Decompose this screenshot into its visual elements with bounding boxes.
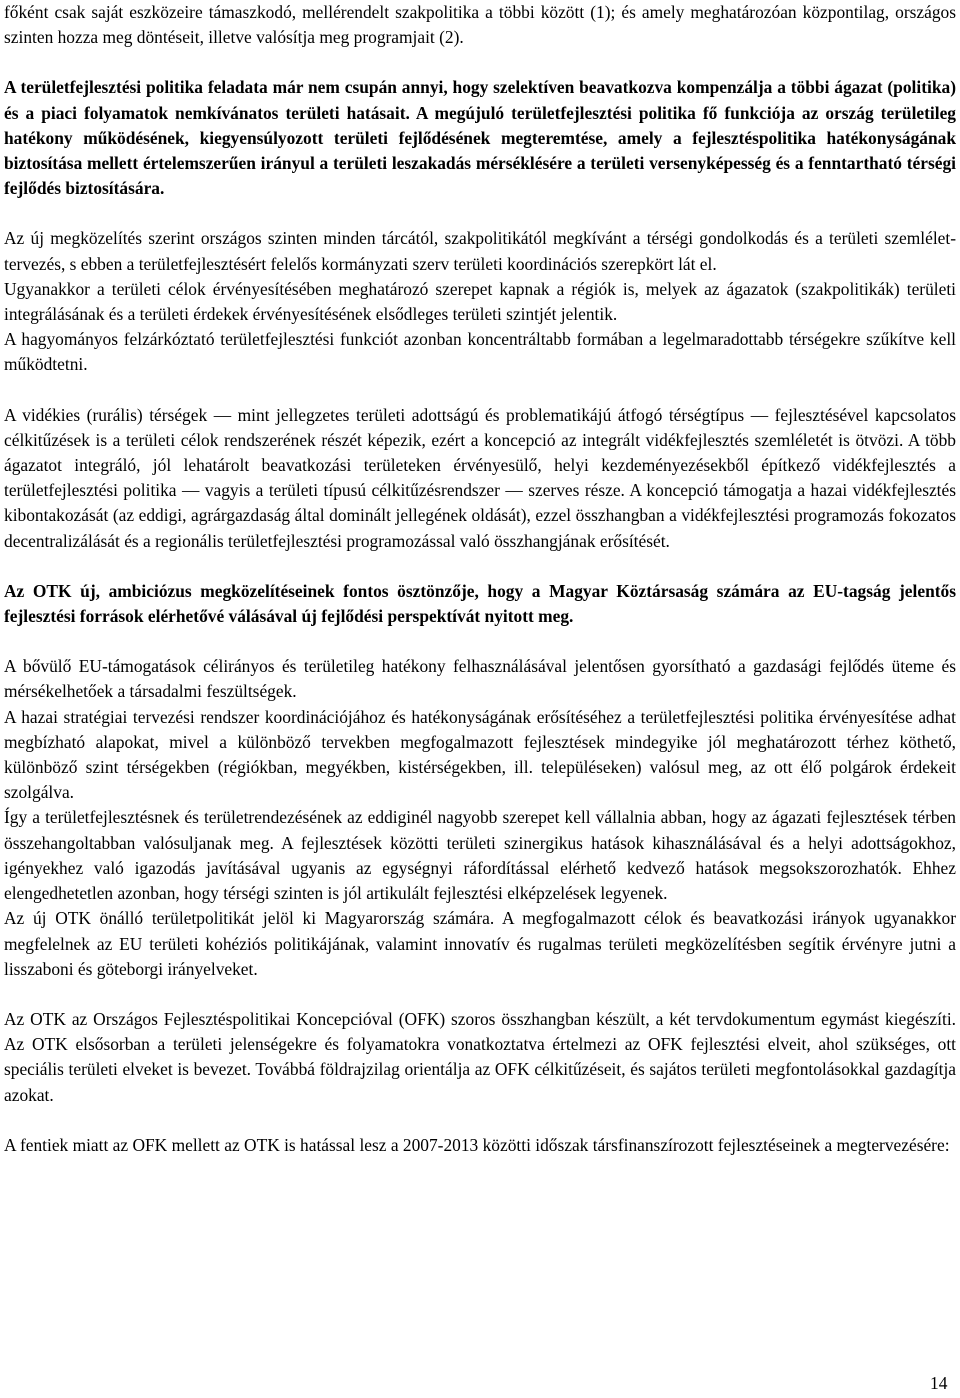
- paragraph-gap: [4, 1108, 956, 1133]
- paragraph-spatial-coordination: Így a területfejlesztésnek és területrendezésének az eddiginél nagyobb szerepet kell vállalnia abban, hogy az ágazati fejlesztések térben összehangoltabban valósuljanak meg. A fejlesztések közötti területi szinergikus hatások kihasználásával és a helyi adottságokhoz, igényekhez való igazodás javításával ugyanis az egységnyi ráfordítással elérhető kedvező hatások megsokszorozhatók. Ehhez elengedhetetlen azonban, hogy térségi szinten is jól artikulált fejlesztési elképzelések legyenek.: [4, 807, 956, 904]
- paragraph-gap: [4, 982, 956, 1007]
- paragraph-bold-policy-task: A területfejlesztési politika feladata már nem csupán annyi, hogy szelektíven beavatkozva kompenzálja a többi ágazat (politika) és a piaci folyamatok nemkívánatos területi hatásait. A megújuló területfejlesztési politika fő funkciója az ország területileg hatékony működésének, kiegyensúlyozott területi fejlődésének megteremtése, amely a fejlesztéspolitika hatékonyságának biztosítása mellett értelemszerűen irányul a területi leszakadás mérséklésére a területi versenyképesség és a fenntartható térségi fejlődés biztosítására.: [4, 77, 956, 199]
- paragraph-eu-support: A bővülő EU-támogatások célirányos és területileg hatékony felhasználásával jelentősen gyorsítható a gazdasági fejlődés üteme és mérsékelhetőek a társadalmi feszültségek.: [4, 656, 956, 702]
- paragraph-gap: [4, 50, 956, 75]
- paragraph-rural-areas: A vidékies (rurális) térségek — mint jellegzetes területi adottságú és problematikájú átfogó térségtípus — fejlesztésével kapcsolatos célkitűzések is a területi célok rendszerének részét képezik, ezért a koncepció az integrált vidékfejlesztés szemléletét is ötvözi. A több ágazatot integráló, jól lehatárolt beavatkozási területeken érvényesülő, helyi kezdeményezésekből építkező vidékfejlesztés a területfejlesztési politika — vagyis a területi típusú célkitűzésrendszer — szerves része. A koncepció támogatja a hazai vidékfejlesztés kibontakozását (az eddigi, agrárgazdaság által dominált jellegének oldását), ezzel összhangban a vidékfejlesztési programozás fokozatos decentralizálását és a regionális területfejlesztési programozással való összhangjának erősítését.: [4, 404, 956, 551]
- document-page: [4, 0, 956, 1158]
- paragraph-conclusion: A fentiek miatt az OFK mellett az OTK is hatással lesz a 2007-2013 közötti időszak társfinanszírozott fejlesztéseinek a megtervezésére:: [4, 1134, 950, 1155]
- page-number: 14: [930, 1373, 948, 1393]
- paragraph-strategic-planning: A hazai stratégiai tervezési rendszer koordinációjához és hatékonyságának erősítéséhez a területfejlesztési politika érvényesítése adhat megbízható alapokat, mivel a különböző tervekben megfogalmazott fejlesztések mindegyike jól meghatározott térhez köthető, különböző szint térségekben (régiókban, megyékben, kistérségekben, ill. településeken) valósul meg, az ott élő polgárok érdekeit szolgálva.: [4, 706, 956, 803]
- paragraph-gap: [4, 554, 956, 579]
- paragraph-bold-eu-membership: Az OTK új, ambiciózus megközelítéseinek fontos ösztönzője, hogy a Magyar Köztársaság számára az EU-tagság jelentős fejlesztési források elérhetővé válásával új fejlődési perspektívát nyitott meg.: [4, 580, 956, 627]
- paragraph-gap: [4, 378, 956, 403]
- paragraph-regions: Ugyanakkor a területi célok érvényesítésében meghatározó szerepet kapnak a régiók is, melyek az ágazatok (szakpolitikák) területi integrálásának és a területi érdekek érvényesítésének elsődleges területi szintjét jelentik.: [4, 278, 956, 325]
- paragraph-gap: [4, 629, 956, 654]
- paragraph-gap: [4, 201, 956, 226]
- paragraph-new-otk: Az új OTK önálló területpolitikát jelöl ki Magyarország számára. A megfogalmazott célok és beavatkozási irányok ugyanakkor megfelelnek az EU területi kohéziós politikájának, valamint innovatív és rugalmas területi megközelítésben segítik érvényre jutni a lisszaboni és göteborgi irányelveket.: [4, 908, 956, 979]
- paragraph-continuation: főként csak saját eszközeire támaszkodó, mellérendelt szakpolitika a többi között (1); és amely meghatározóan központilag, országos szinten hozza meg döntéseit, illetve valósítja meg programjait (2).: [4, 2, 956, 48]
- paragraph-new-approach: Az új megközelítés szerint országos szinten minden tárcától, szakpolitikától megkívánt a térségi gondolkodás és a területi szemlélet-tervezés, s ebben a területfejlesztésért felelős kormányzati szerv területi koordinációs szerepkört lát el.: [4, 228, 956, 274]
- paragraph-otk-ofk: Az OTK az Országos Fejlesztéspolitikai Koncepcióval (OFK) szoros összhangban készült, a két tervdokumentum egymást kiegészíti. Az OTK elsősorban a területi jelenségekre és folyamatokra vonatkoztatva értelmezi az OFK fejlesztési elveit, ahol szükséges, ott speciális területi elveket is bevezet. Továbbá földrajzilag orientálja az OFK célkitűzéseit, és sajátos területi megfontolásokkal gazdagítja azokat.: [4, 1008, 956, 1105]
- paragraph-traditional-function: A hagyományos felzárkóztató területfejlesztési funkciót azonban koncentráltabb formában a legelmaradottabb térségekre szűkítve kell működtetni.: [4, 329, 956, 375]
